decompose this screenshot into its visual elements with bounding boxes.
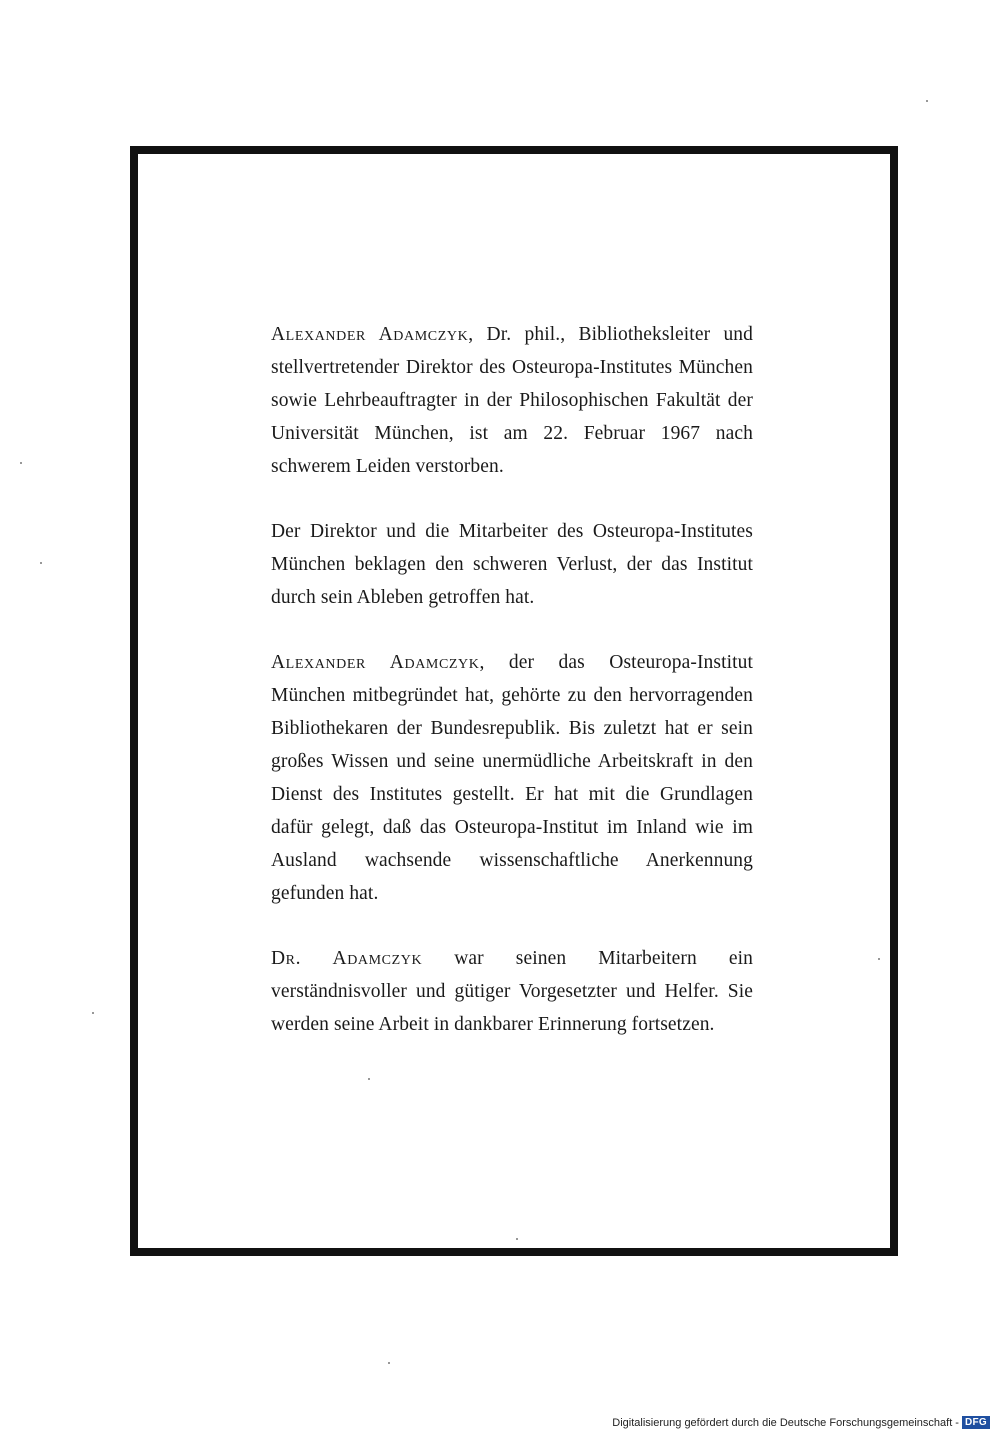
- scan-speck: [878, 958, 880, 960]
- obituary-text: [271, 318, 753, 1073]
- scan-speck: [388, 1362, 390, 1364]
- paragraph-1: [271, 318, 753, 483]
- paragraph-3: [271, 646, 753, 910]
- paragraph-text: Der Direktor und die Mitarbeiter des Osteuropa-Institutes München beklagen den schweren Verlust, der das Institut durch sein Ableben getroffen hat.: [271, 521, 753, 608]
- scan-speck: [40, 562, 42, 564]
- name-small-caps: Alexander Adamczyk: [271, 324, 469, 345]
- paragraph-text: , der das Osteuropa-Institut München mitbegründet hat, gehörte zu den hervorragenden Bibliothekaren der Bundesrepublik. Bis zuletzt hat er sein großes Wissen und seine unermüdliche Arbeitskraft in den Dienst des Institutes gestellt. Er hat mit die Grundlagen dafür gelegt, daß das Osteuropa-Institut im Inland wie im Ausland wachsende wissenschaftliche Anerkennung gefunden hat.: [271, 652, 753, 904]
- scan-speck: [92, 1012, 94, 1014]
- paragraph-text: war seinen Mitarbeitern ein verständnisvoller und gütiger Vorgesetzter und Helfer. Sie werden seine Arbeit in dankbarer Erinnerung fortsetzen.: [271, 948, 753, 1035]
- scan-speck: [926, 100, 928, 102]
- name-small-caps: Dr. Adamczyk: [271, 948, 423, 969]
- footer-text: Digitalisierung gefördert durch die Deutsche Forschungsgemeinschaft -: [612, 1416, 959, 1429]
- scan-speck: [516, 1238, 518, 1240]
- paragraph-text: , Dr. phil., Bibliotheksleiter und stellvertretender Direktor des Osteuropa-Institutes München sowie Lehrbeauftragter in der Philosophischen Fakultät der Universität München, ist am 22. Februar 1967 nach schwerem Leiden verstorben.: [271, 324, 753, 477]
- name-small-caps: Alexander Adamczyk: [271, 652, 480, 673]
- digitization-footer: [612, 1416, 990, 1429]
- paragraph-2: [271, 515, 753, 614]
- dfg-logo-icon: DFG: [962, 1416, 990, 1429]
- scan-speck: [20, 462, 22, 464]
- paragraph-4: [271, 942, 753, 1041]
- scan-speck: [368, 1078, 370, 1080]
